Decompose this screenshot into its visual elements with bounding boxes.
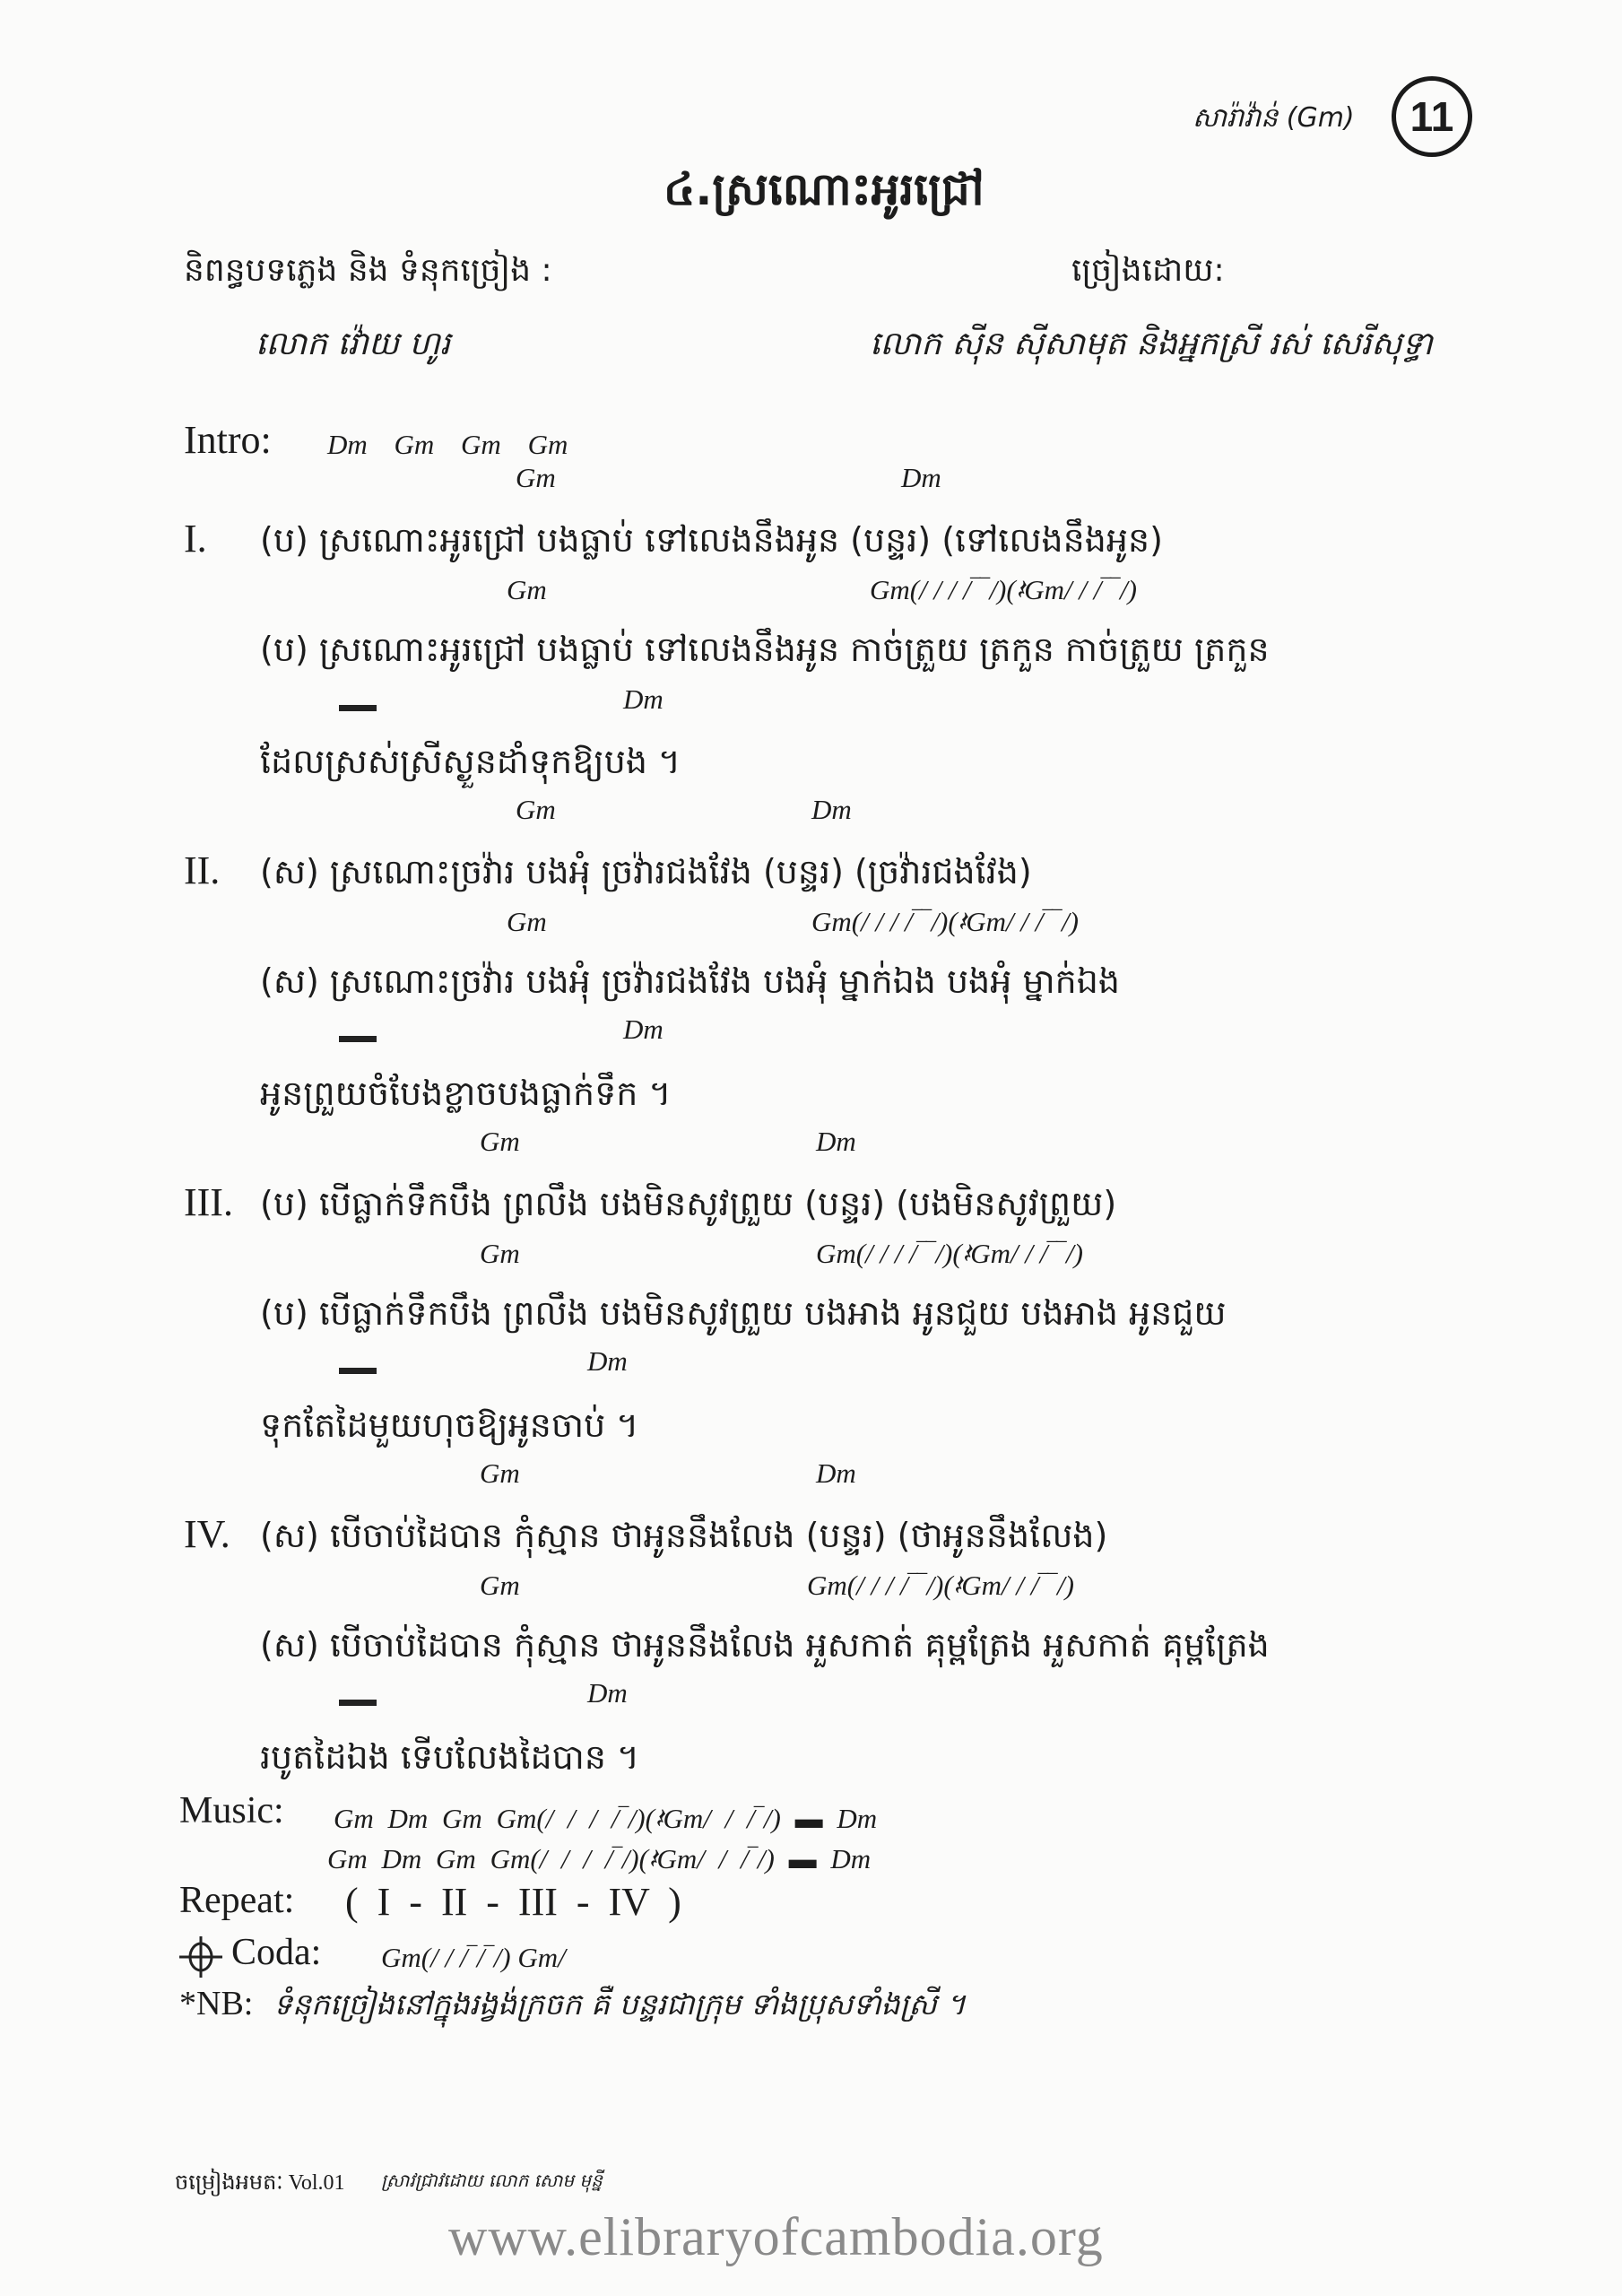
verse-4-chord-a1: Gm — [480, 1457, 520, 1489]
verse-1-chord-a2: Dm — [901, 462, 941, 493]
music-line-1: Gm Dm Gm Gm(/ / / /‾/)(𝄽Gm/ / /‾/) ▬ Dm — [334, 1803, 878, 1834]
verse-4-line2: (ស) បើចាប់ដៃបាន កុំស្មាន ថាអូននឹងលែង អួសកាត់ គុម្ពត្រែង អួសកាត់ គុម្ពត្រែង — [260, 1625, 1270, 1665]
music-line-2: Gm Dm Gm Gm(/ / / /‾/)(𝄽Gm/ / /‾/) ▬ Dm — [327, 1843, 872, 1874]
verse-3-numeral: III. — [184, 1180, 233, 1224]
verse-3-line2: (ប) បើធ្លាក់ទឹកបឹង ព្រលឹង បងមិនសូវព្រួយ បងអាង អូនជួយ បងអាង អូនជួយ — [260, 1293, 1227, 1333]
verse-3-rest-mark — [339, 1368, 377, 1374]
song-title: ៤.ស្រណោះអូរជ្រៅ — [664, 163, 984, 215]
verse-3-chord-a1: Gm — [480, 1126, 520, 1157]
verse-2-line3: អូនព្រួយចំបែងខ្លាចបងធ្លាក់ទឹក ។ — [260, 1074, 672, 1113]
verse-3-line3: ទុកតែដៃមួយហុចឱ្យអូនចាប់ ។ — [260, 1405, 639, 1445]
verse-4-rest-mark — [339, 1700, 377, 1706]
music-label: Music: — [179, 1790, 284, 1831]
footer-book: ចម្រៀងអមតៈ Vol.01 — [175, 2171, 345, 2195]
verse-2-chord-b1: Gm — [507, 906, 547, 937]
page-number-badge — [1392, 76, 1472, 157]
verse-1-chord-a1: Gm — [516, 462, 556, 493]
verse-2-rest-mark — [339, 1036, 377, 1042]
intro-label: Intro: — [184, 418, 272, 462]
coda-label: Coda: — [231, 1932, 322, 1973]
composer-label: និពន្ធបទភ្លេង និង ទំនុកច្រៀង : — [184, 252, 552, 289]
verse-1-chord-b1: Gm — [507, 574, 547, 605]
verse-3-chord-b2: Gm(/ / / /‾‾/)(𝄽Gm/ / /‾‾/) — [816, 1238, 1083, 1269]
verse-2-chord-a2: Dm — [811, 794, 852, 825]
singer-name: លោក ស៊ីន ស៊ីសាមុត និងអ្នកស្រី រស់ សេរីសុទ្ធា — [870, 326, 1433, 362]
verse-1-numeral: I. — [184, 517, 207, 561]
coda-value: Gm(/ / /‾/‾/) Gm/ — [381, 1942, 566, 1973]
verse-2-numeral: II. — [184, 848, 221, 892]
verse-1-chord-c: Dm — [623, 683, 664, 715]
verse-3-chord-b1: Gm — [480, 1238, 520, 1269]
style-key: សារ៉ាវ៉ាន់ (Gm) — [1193, 102, 1355, 134]
footer-compiler: ស្រាវជ្រាវដោយ លោក សោម មុន្នី — [381, 2170, 603, 2191]
watermark: www.elibraryofcambodia.org — [448, 2207, 1104, 2266]
verse-1-rest-mark — [339, 705, 377, 711]
coda-symbol-icon — [178, 1935, 224, 1979]
verse-1-line2: (ប) ស្រណោះអូរជ្រៅ បងធ្លាប់ ទៅលេងនឹងអូន កាច់ត្រួយ ត្រកួន កាច់ត្រួយ ត្រកួន — [260, 630, 1270, 669]
page-number: 11 — [1409, 93, 1454, 140]
verse-1-line1: (ប) ស្រណោះអូរជ្រៅ បងធ្លាប់ ទៅលេងនឹងអូន (បន្ទរ) (ទៅលេងនឹងអូន) — [260, 520, 1163, 560]
nb-label: *NB: — [179, 1985, 254, 2022]
verse-4-chord-a2: Dm — [816, 1457, 856, 1489]
repeat-label: Repeat: — [179, 1880, 295, 1921]
intro-chords: Dm Gm Gm Gm — [327, 429, 568, 460]
verse-3-line1: (ប) បើធ្លាក់ទឹកបឹង ព្រលឹង បងមិនសូវព្រួយ (បន្ទរ) (បងមិនសូវព្រួយ) — [260, 1184, 1117, 1223]
verse-2-chord-a1: Gm — [516, 794, 556, 825]
verse-4-numeral: IV. — [184, 1512, 230, 1556]
verse-4-line1: (ស) បើចាប់ដៃបាន កុំស្មាន ថាអូននឹងលែង (បន្ទរ) (ថាអូននឹងលែង) — [260, 1516, 1108, 1555]
composer-name: លោក វ៉ោយ ហូរ — [256, 326, 451, 362]
verse-3-chord-a2: Dm — [816, 1126, 856, 1157]
verse-3-chord-c: Dm — [587, 1345, 628, 1377]
verse-4-line3: របូតដៃឯង ទើបលែងដៃបាន ។ — [260, 1737, 640, 1777]
verse-2-line2: (ស) ស្រណោះច្រវ៉ារ បងអុំ ច្រវ៉ារជងវែង បងអុំ ម្នាក់ឯង បងអុំ ម្នាក់ឯង — [260, 961, 1120, 1001]
verse-4-chord-c: Dm — [587, 1677, 628, 1709]
verse-1-line3: ដែលស្រស់ស្រីស្ងួនដាំទុកឱ្យបង ។ — [260, 742, 681, 781]
singer-label: ច្រៀងដោយ: — [1071, 252, 1225, 289]
verse-1-chord-b2: Gm(/ / / /‾‾/)(𝄽Gm/ / /‾‾/) — [870, 574, 1137, 605]
nb-text: ទំនុកច្រៀងនៅក្នុងរង្វង់ក្រចក គឺ បន្ទរជាក្រុម ទាំងប្រុសទាំងស្រី ។ — [273, 1987, 967, 2022]
repeat-value: ( I - II - III - IV ) — [345, 1880, 681, 1924]
verse-2-line1: (ស) ស្រណោះច្រវ៉ារ បងអុំ ច្រវ៉ារជងវែង (បន្ទរ) (ច្រវ៉ារជងវែង) — [260, 852, 1032, 891]
verse-4-chord-b1: Gm — [480, 1570, 520, 1601]
verse-2-chord-c: Dm — [623, 1013, 664, 1045]
verse-2-chord-b2: Gm(/ / / /‾‾/)(𝄽Gm/ / /‾‾/) — [811, 906, 1079, 937]
verse-4-chord-b2: Gm(/ / / /‾‾/)(𝄽Gm/ / /‾‾/) — [807, 1570, 1074, 1601]
